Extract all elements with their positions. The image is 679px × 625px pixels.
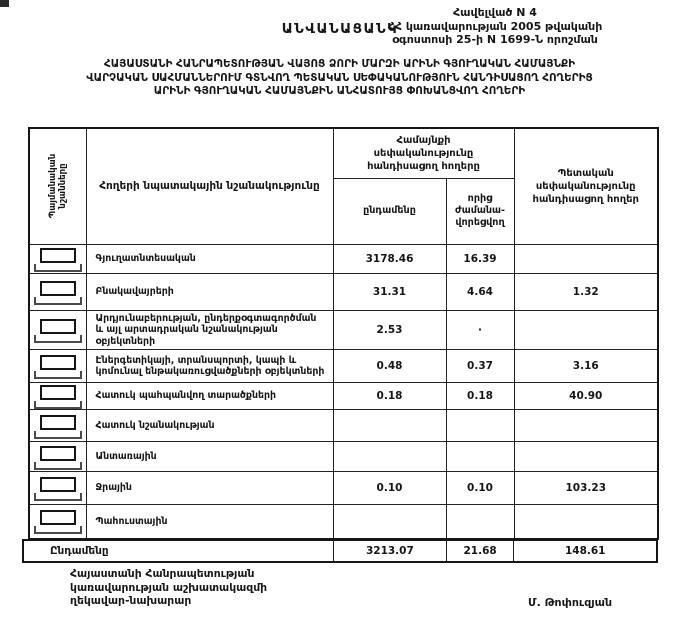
legend-bracket	[34, 493, 82, 501]
header-purpose: Հողերի նպատակային նշանակությունը	[86, 128, 333, 244]
legend-swatch-cell	[29, 410, 86, 442]
value-leased: 0.10	[446, 472, 514, 505]
value-total: 2.53	[333, 310, 446, 350]
legend-bracket	[34, 264, 82, 272]
value-leased: ·	[446, 310, 514, 350]
header-leased-col: որից ժամանա- վորեցվող	[446, 178, 514, 244]
legend-swatch-cell	[29, 350, 86, 383]
table-row	[29, 350, 658, 383]
legend-swatch	[40, 385, 76, 400]
value-state: 3.16	[514, 350, 658, 383]
value-leased: 4.64	[446, 273, 514, 310]
legend-swatch-cell	[29, 505, 86, 539]
value-state	[514, 310, 658, 350]
land-purpose: Անտառային	[86, 442, 333, 472]
subtitle-line-2: ՎԱՐՉԱԿԱՆ ՍԱՀՄԱՆՆԵՐՈՒՄ ԳՏՆՎՈՂ ՊԵՏԱԿԱՆ ՍԵՓԱԿԱՆՈՒԹՅՈՒՆ ՀԱՆԴԻՍԱՑՈՂ ՀՈՂԵՐԻՑ	[86, 71, 593, 84]
table-row	[29, 383, 658, 410]
value-state	[514, 505, 658, 539]
legend-swatch	[40, 477, 76, 492]
value-total: 31.31	[333, 273, 446, 310]
subtitle-line-3: ԱՐԻՆԻ ԳՅՈՒՂԱԿԱՆ ՀԱՄԱՅՆՔԻՆ ԱՆՀԱՏՈՒՅՑ ՓՈԽԱՆՑՎՈՂ ՀՈՂԵՐԻ	[153, 85, 526, 97]
annex-line-2: ՀՀ կառավարության 2005 թվականի	[387, 19, 603, 33]
land-purpose: Գյուղատնտեսական	[86, 244, 333, 273]
value-leased	[446, 505, 514, 539]
table-row	[29, 505, 658, 539]
value-total	[333, 410, 446, 442]
signatory-title-line-2: կառավարության աշխատակազմի	[70, 580, 268, 594]
land-purpose: Արդյունաբերության, ընդերքօգտագործման և այլ արտադրական նշանակության օբյեկտների	[86, 310, 333, 350]
legend-swatch	[40, 446, 76, 461]
value-total: 3178.46	[333, 244, 446, 273]
signatory-title-line-1: Հայաստանի Հանրապետության	[70, 567, 255, 580]
document-subtitle	[8, 58, 671, 99]
land-purpose: Ջրային	[86, 472, 333, 505]
header-symbols	[29, 128, 86, 244]
signatory-title-line-3: ղեկավար-նախարար	[70, 594, 192, 607]
page-title: ԱՆՎԱՆԱՑԱՆԿ	[281, 21, 399, 37]
legend-swatch	[40, 355, 76, 370]
annex-line-1: Հավելված N 4	[453, 6, 537, 19]
value-total	[333, 505, 446, 539]
table-row	[29, 310, 658, 350]
value-leased	[446, 442, 514, 472]
legend-swatch	[40, 248, 76, 263]
value-state	[514, 442, 658, 472]
value-total: 0.10	[333, 472, 446, 505]
total-value-state: 148.61	[513, 541, 656, 561]
header-community-group: Համայնքի սեփականությունը հանդիսացող հողերը	[333, 128, 514, 178]
value-state	[514, 410, 658, 442]
land-purpose: Հատուկ պահպանվող տարածքների	[86, 383, 333, 410]
legend-swatch	[40, 319, 76, 334]
value-state: 103.23	[514, 472, 658, 505]
land-purpose: Էներգետիկայի, տրանսպորտի, կապի և կոմունալ ենթակառուցվածքների օբյեկտների	[86, 350, 333, 383]
legend-swatch	[40, 510, 76, 525]
table-row	[29, 273, 658, 310]
legend-swatch	[40, 415, 76, 430]
legend-swatch-cell	[29, 273, 86, 310]
value-state	[514, 244, 658, 273]
legend-bracket	[34, 335, 82, 343]
legend-swatch-cell	[29, 442, 86, 472]
legend-swatch-cell	[29, 244, 86, 273]
signatory-title	[70, 567, 267, 608]
total-label: Ընդամենը	[50, 545, 109, 557]
legend-bracket	[34, 431, 82, 439]
legend-swatch-cell	[29, 472, 86, 505]
total-value-total: 3213.07	[333, 541, 446, 561]
value-leased: 0.37	[446, 350, 514, 383]
value-leased	[446, 410, 514, 442]
legend-bracket	[34, 371, 82, 379]
land-purpose: Բնակավայրերի	[86, 273, 333, 310]
table-row	[29, 472, 658, 505]
land-purpose: Հատուկ նշանակության	[86, 410, 333, 442]
total-row	[22, 539, 658, 563]
value-total	[333, 442, 446, 472]
signatory-name: Մ. Թոփուզյան	[528, 596, 613, 609]
table-row	[29, 410, 658, 442]
total-value-leased: 21.68	[446, 541, 514, 561]
annex-line-3: օգոստոսի 25-ի N 1699-Ն որոշման	[392, 33, 598, 46]
legend-swatch-cell	[29, 310, 86, 350]
table-row	[29, 244, 658, 273]
legend-swatch	[40, 281, 76, 296]
subtitle-line-1: ՀԱՅԱՍՏԱՆԻ ՀԱՆՐԱՊԵՏՈՒԹՅԱՆ ՎԱՅՈՑ ՁՈՐԻ ՄԱՐԶԻ ԱՐԻՆԻ ԳՅՈՒՂԱԿԱՆ ՀԱՄԱՅՆՔԻ	[103, 58, 576, 70]
table-row	[29, 442, 658, 472]
legend-swatch-cell	[29, 383, 86, 410]
value-total: 0.18	[333, 383, 446, 410]
value-state: 1.32	[514, 273, 658, 310]
legend-bracket	[34, 462, 82, 470]
header-state-lands: Պետական սեփականությունը հանդիսացող հողեր	[514, 128, 658, 244]
value-leased: 0.18	[446, 383, 514, 410]
header-total-col: ընդամենը	[333, 178, 446, 244]
header-symbols-label: Պայմանական նշանները	[47, 154, 68, 219]
value-total: 0.48	[333, 350, 446, 383]
legend-bracket	[34, 297, 82, 305]
land-purpose: Պահուստային	[86, 505, 333, 539]
scan-artifact	[0, 0, 9, 7]
legend-bracket	[34, 526, 82, 534]
value-state: 40.90	[514, 383, 658, 410]
legend-bracket	[34, 401, 82, 409]
value-leased: 16.39	[446, 244, 514, 273]
land-table	[28, 127, 659, 540]
